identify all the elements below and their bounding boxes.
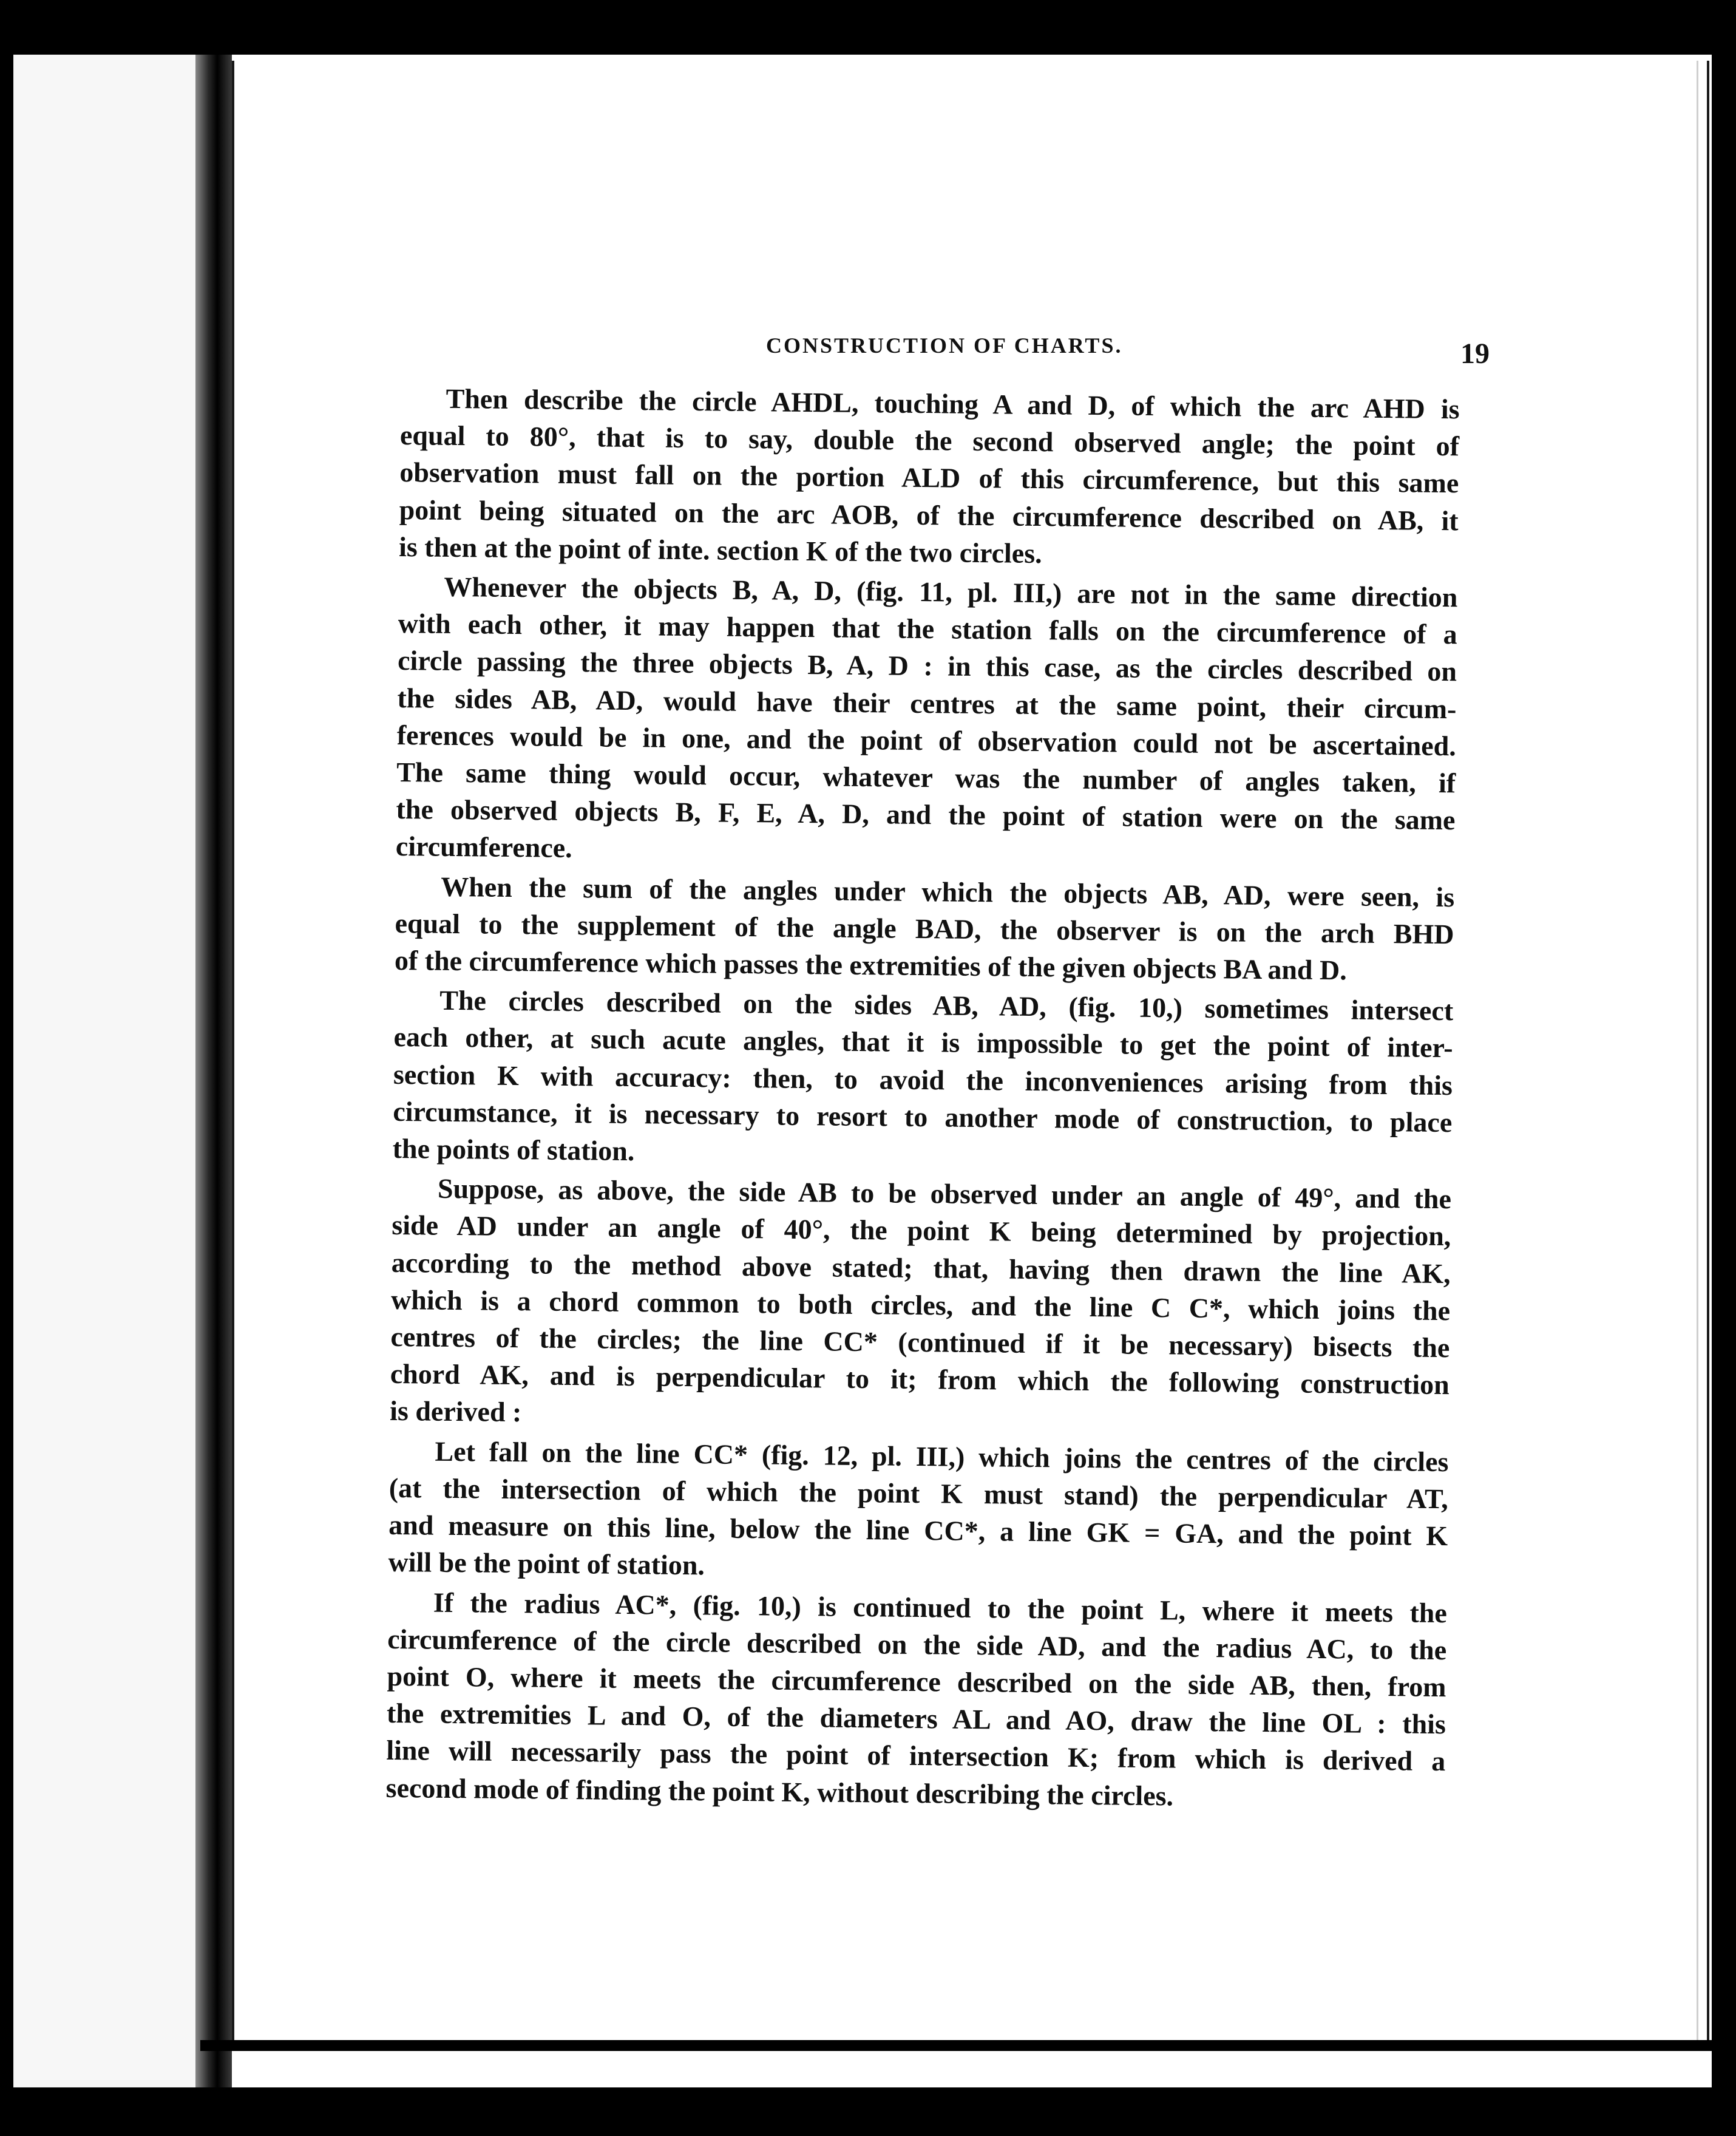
page-bottom-shadow bbox=[200, 2040, 1718, 2051]
text-line: according to the method above stated; that, having then drawn the line AK, bbox=[391, 1247, 1451, 1289]
text-line: section K with accuracy: then, to avoid the inconveniences arising from this bbox=[393, 1058, 1453, 1101]
paragraph bbox=[392, 981, 1453, 1178]
text-line: Whenever the objects B, A, D, (fig. 11, pl. III,) are not in the same direction bbox=[444, 571, 1458, 613]
page-edge bbox=[1697, 61, 1709, 2046]
text-line: side AD under an angle of 40°, the point K being determined by projection, bbox=[392, 1209, 1451, 1252]
scan-border-left bbox=[0, 0, 13, 2136]
paragraph bbox=[399, 379, 1460, 576]
text-line: is then at the point of inte. section K of the two circles. bbox=[398, 531, 1042, 569]
paragraph bbox=[390, 1169, 1451, 1441]
book-spine-shadow bbox=[195, 55, 232, 2087]
facing-page bbox=[13, 55, 195, 2087]
text-line: second mode of finding the point K, without describing the circles. bbox=[385, 1772, 1174, 1811]
text-line: Then describe the circle AHDL, touching A and D, of which the arc AHD is bbox=[446, 383, 1460, 425]
paragraph bbox=[395, 868, 1455, 990]
text-line: point being situated on the arc AOB, of the circumference described on AB, it bbox=[399, 494, 1459, 536]
body-text bbox=[385, 379, 1460, 1817]
paragraph bbox=[388, 1432, 1448, 1592]
text-line: centres of the circles; the line CC* (continued if it be necessary) bisects the bbox=[390, 1321, 1450, 1364]
text-line: Let fall on the line CC* (fig. 12, pl. III,) which joins the centres of the circles bbox=[435, 1435, 1449, 1477]
text-line: the observed objects B, F, E, A, D, and the point of station were on the same bbox=[396, 794, 1456, 836]
paragraph bbox=[396, 568, 1458, 876]
scan-border-bottom bbox=[0, 2087, 1736, 2136]
text-line: equal to the supplement of the angle BAD, the observer is on the arch BHD bbox=[395, 907, 1454, 950]
text-line: is derived : bbox=[389, 1395, 522, 1428]
text-line: and measure on this line, below the line CC*, a line GK = GA, and the point K bbox=[388, 1509, 1448, 1552]
text-line: observation must fall on the portion ALD of this circumference, but this same bbox=[399, 457, 1459, 499]
text-line: chord AK, and is perpendicular to it; from which the following construction bbox=[390, 1358, 1450, 1401]
text-line: of the circumference which passes the extremities of the given objects BA and D. bbox=[394, 944, 1348, 986]
scan-border-top bbox=[0, 0, 1736, 55]
text-line: the sides AB, AD, would have their centres at the same point, their circum- bbox=[397, 682, 1457, 724]
text-line: line will necessarily pass the point of intersection K; from which is derived a bbox=[386, 1735, 1446, 1777]
text-line: circumference of the circle described on the side AD, and the radius AC, to the bbox=[387, 1623, 1447, 1665]
page-number: 19 bbox=[1460, 338, 1490, 370]
text-line: When the sum of the angles under which the objects AB, AD, were seen, is bbox=[440, 871, 1455, 913]
scan-border-right bbox=[1712, 0, 1736, 2136]
text-line: which is a chord common to both circles, and the line C C*, which joins the bbox=[390, 1284, 1451, 1327]
text-line: ferences would be in one, and the point of observation could not be ascertained. bbox=[396, 719, 1457, 762]
text-line: The same thing would occur, whatever was the number of angles taken, if bbox=[396, 756, 1456, 799]
text-line: circumstance, it is necessary to resort to another mode of construction, to place bbox=[393, 1095, 1453, 1138]
paragraph bbox=[385, 1583, 1447, 1817]
text-line: will be the point of station. bbox=[388, 1546, 705, 1581]
text-line: circle passing the three objects B, A, D : in this case, as the circles described on bbox=[397, 645, 1457, 687]
text-line: (at the intersection of which the point K must stand) the perpendicular AT, bbox=[388, 1472, 1449, 1515]
text-line: the extremities L and O, of the diameters AL and AO, draw the line OL : this bbox=[386, 1697, 1446, 1740]
text-line: with each other, it may happen that the station falls on the circumference of a bbox=[398, 608, 1457, 650]
text-line: circumference. bbox=[395, 831, 572, 864]
text-line: equal to 80°, that is to say, double the second observed angle; the point of bbox=[399, 420, 1460, 462]
text-line: each other, at such acute angles, that it is impossible to get the point of inter- bbox=[393, 1021, 1453, 1064]
text-line: The circles described on the sides AB, AD, (fig. 10,) sometimes intersect bbox=[439, 984, 1454, 1027]
text-line: Suppose, as above, the side AB to be observed under an angle of 49°, and the bbox=[437, 1172, 1452, 1215]
text-line: point O, where it meets the circumference described on the side AB, then, from bbox=[387, 1660, 1446, 1703]
text-line: If the radius AC*, (fig. 10,) is continued to the point L, where it meets the bbox=[433, 1587, 1448, 1628]
running-title: CONSTRUCTION OF CHARTS. bbox=[766, 333, 1123, 358]
text-line: the points of station. bbox=[392, 1132, 635, 1167]
